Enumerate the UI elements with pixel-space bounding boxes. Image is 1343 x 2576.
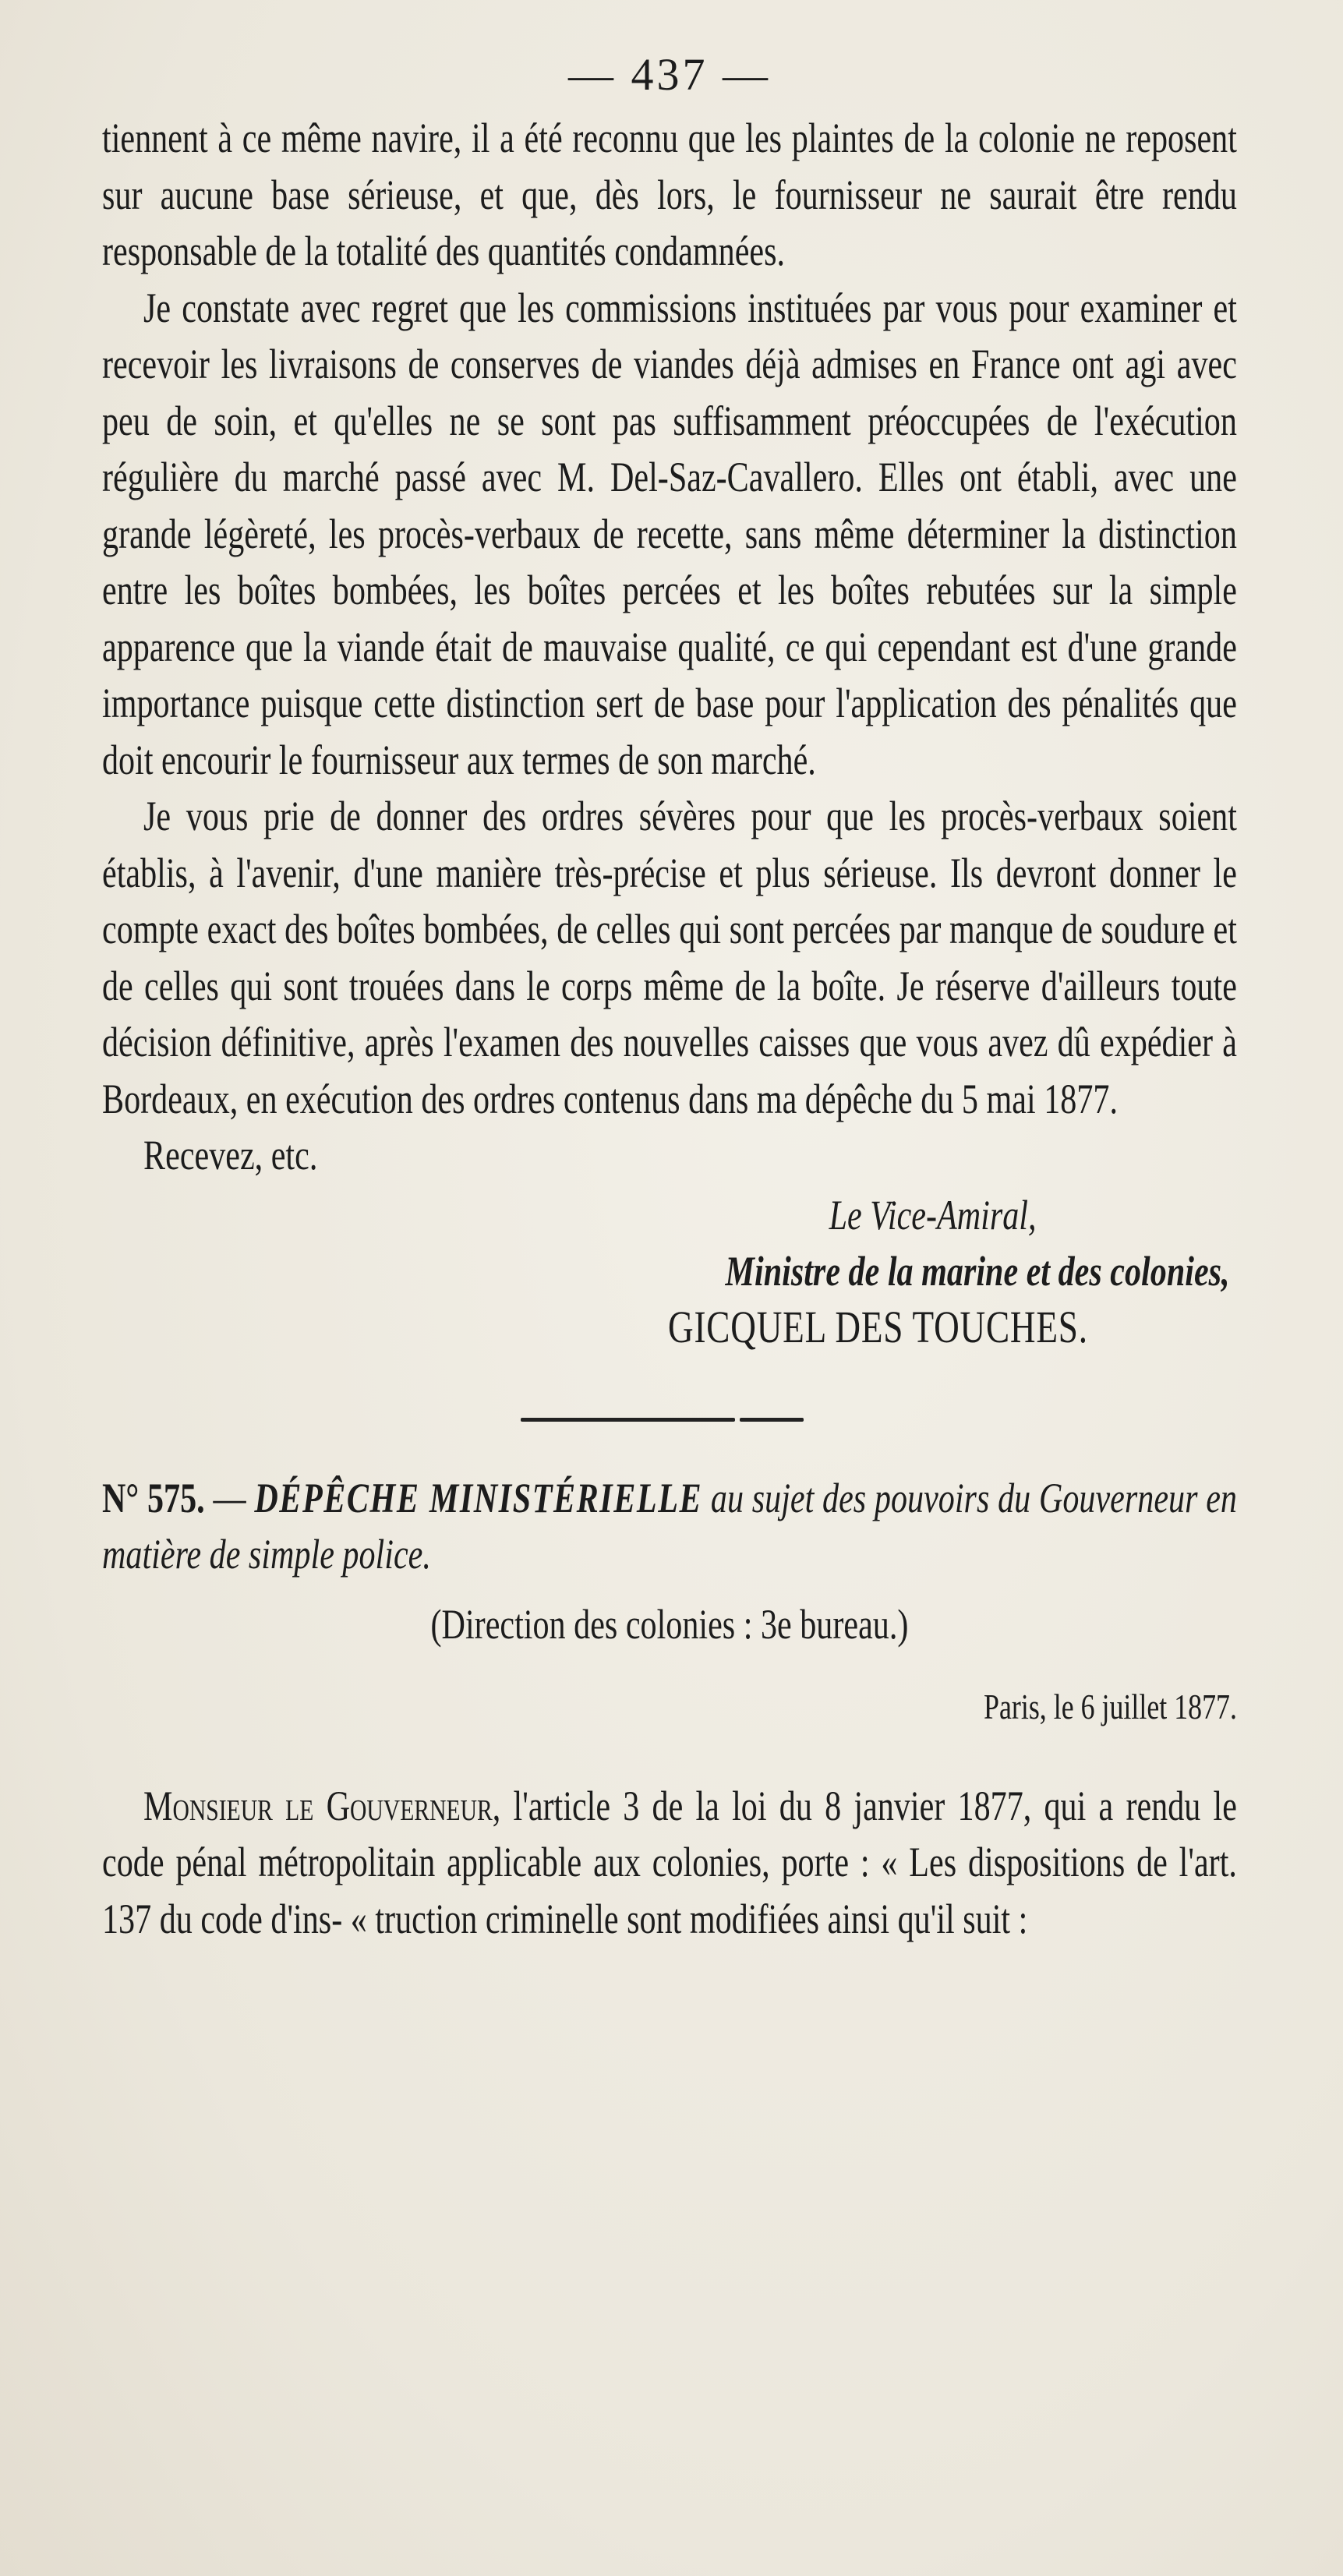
dispatch-number: N° 575. <box>102 1474 205 1521</box>
section-divider <box>87 1418 1237 1422</box>
dispatch-subject: au sujet des pouvoirs du Gouverneur en matière de simple police. <box>102 1474 1237 1578</box>
dispatch-body-text: l'article 3 de la loi du 8 janvier 1877, qui a rendu le code pénal métropolitain applicable aux colonies, porte : « Les dispositions de l'art. 137 du code d'ins- « truction criminelle sont modifiées ainsi qu'il suit : <box>102 1782 1237 1942</box>
signature-name: GICQUEL DES TOUCHES. <box>668 1301 1088 1352</box>
dispatch-salutation: Monsieur le Gouverneur, <box>143 1782 501 1829</box>
closing-formula: Recevez, etc. <box>143 1132 318 1178</box>
signature-ministry: Ministre de la marine et des colonies, <box>725 1247 1230 1295</box>
signature-block <box>102 1187 1237 1355</box>
divider-rule-short <box>740 1418 804 1422</box>
paragraph-continuation: tiennent à ce même navire, il a été reconnu que les plaintes de la colonie ne reposent sur aucune base sérieuse, et que, dès lors, le fournisseur ne saurait être rendu responsable de la totalité des quantités condamnées. <box>102 115 1237 274</box>
dispatch-dash: — <box>213 1474 246 1521</box>
dispatch-body <box>102 1778 1237 1948</box>
dispatch-heading <box>102 1470 1237 1582</box>
paragraph-orders: Je vous prie de donner des ordres sévères pour que les procès-verbaux soient établis, à l'avenir, d'une manière très-précise et plus sérieuse. Ils devront donner le compte exact des boîtes bombées, de celles qui sont percées par manque de soudure et de celles qui sont trouées dans le corps même de la boîte. Je réserve d'ailleurs toute décision définitive, après l'examen des nouvelles caisses que vous avez dû expédier à Bordeaux, en exécution des ordres contenus dans ma dépêche du 5 mai 1877. <box>102 793 1237 1122</box>
page-number: — 437 — <box>568 49 771 100</box>
divider-rule-long <box>521 1418 735 1422</box>
signature-title: Le Vice-Amiral, <box>829 1191 1037 1239</box>
dispatch-direction: (Direction des colonies : 3e bureau.) <box>430 1600 909 1648</box>
dispatch-date: Paris, le 6 juillet 1877. <box>984 1687 1237 1726</box>
dispatch-title: DÉPÊCHE MINISTÉRIELLE <box>254 1474 703 1521</box>
paragraph-commissions: Je constate avec regret que les commissions instituées par vous pour examiner et recevoir les livraisons de conserves de viandes déjà admises en France ont agi avec peu de soin, et qu'elles ne se sont pas suffisamment préoccupées de l'exécution régulière du marché passé avec M. Del-Saz-Cavallero. Elles ont établi, avec une grande légèreté, les procès-verbaux de recette, sans même déterminer la distinction entre les boîtes bombées, les boîtes percées et les boîtes rebutées sur la simple apparence que la viande était de mauvaise qualité, ce qui cependant est d'une grande importance puisque cette distinction sert de base pour l'application des pénalités que doit encourir le fournisseur aux termes de son marché. <box>102 284 1237 783</box>
